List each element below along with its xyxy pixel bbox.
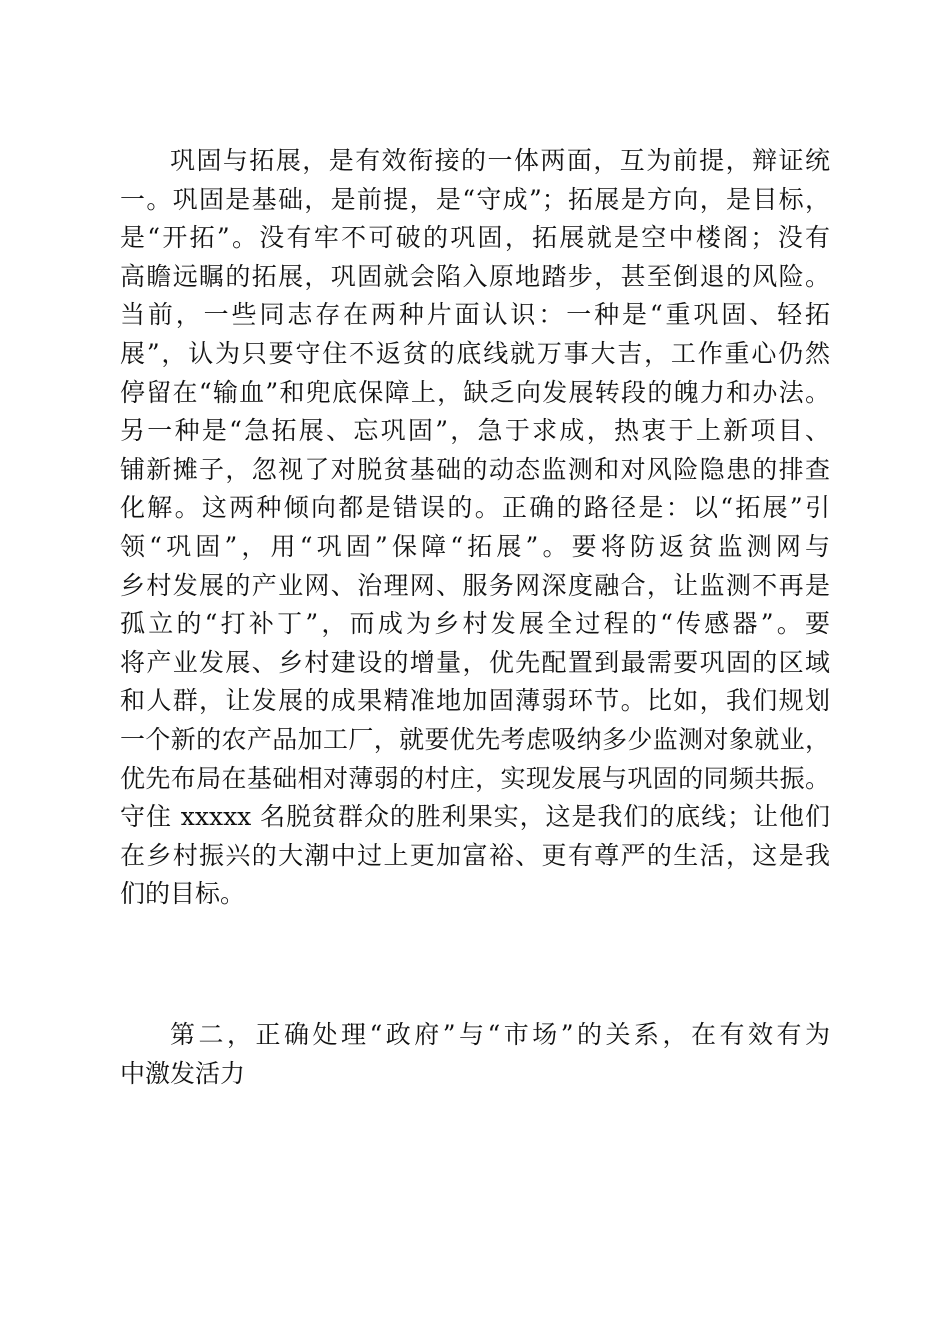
paragraph-line: 巩固与拓展，是有效衔接的一体两面，互为前提，辩证统	[170, 146, 830, 175]
paragraph-line: 优先布局在基础相对薄弱的村庄，实现发展与巩固的同频共振。	[120, 763, 830, 793]
section-heading-government-market	[120, 1016, 830, 1093]
paragraph-line: 一。巩固是基础，是前提，是“守成”；拓展是方向，是目标，	[120, 184, 830, 214]
paragraph-line: 们的目标。	[120, 879, 246, 909]
paragraph-line: 是“开拓”。没有牢不可破的巩固，拓展就是空中楼阁；没有	[120, 223, 830, 253]
paragraph-consolidate-expand	[120, 142, 830, 914]
heading-line: 第二，正确处理“政府”与“市场”的关系，在有效有为	[170, 1020, 830, 1049]
paragraph-line: 当前，一些同志存在两种片面认识：一种是“重巩固、轻拓	[120, 300, 830, 330]
paragraph-line: 另一种是“急拓展、忘巩固”，急于求成，热衷于上新项目、	[120, 416, 830, 446]
paragraph-line: 和人群，让发展的成果精准地加固薄弱环节。比如，我们规划	[120, 686, 830, 716]
paragraph-line: 化解。这两种倾向都是错误的。正确的路径是：以“拓展”引	[120, 493, 830, 523]
paragraph-line: 乡村发展的产业网、治理网、服务网深度融合，让监测不再是	[120, 570, 830, 600]
paragraph-line: 将产业发展、乡村建设的增量，优先配置到最需要巩固的区域	[120, 647, 830, 677]
paragraph-line: 展”，认为只要守住不返贫的底线就万事大吉，工作重心仍然	[120, 338, 830, 368]
paragraph-line: 守住 xxxxx 名脱贫群众的胜利果实，这是我们的底线；让他们	[120, 802, 830, 832]
paragraph-line: 铺新摊子，忽视了对脱贫基础的动态监测和对风险隐患的排查	[120, 454, 830, 484]
paragraph-line: 高瞻远瞩的拓展，巩固就会陷入原地踏步，甚至倒退的风险。	[120, 261, 830, 291]
paragraph-line: 停留在“输血”和兜底保障上，缺乏向发展转段的魄力和办法。	[120, 377, 830, 407]
heading-line: 中激发活力	[120, 1058, 246, 1088]
paragraph-line: 一个新的农产品加工厂，就要优先考虑吸纳多少监测对象就业，	[120, 724, 830, 754]
paragraph-line: 领“巩固”，用“巩固”保障“拓展”。要将防返贫监测网与	[120, 531, 830, 561]
paragraph-line: 孤立的“打补丁”，而成为乡村发展全过程的“传感器”。要	[120, 609, 830, 639]
paragraph-line: 在乡村振兴的大潮中过上更加富裕、更有尊严的生活，这是我	[120, 840, 830, 870]
